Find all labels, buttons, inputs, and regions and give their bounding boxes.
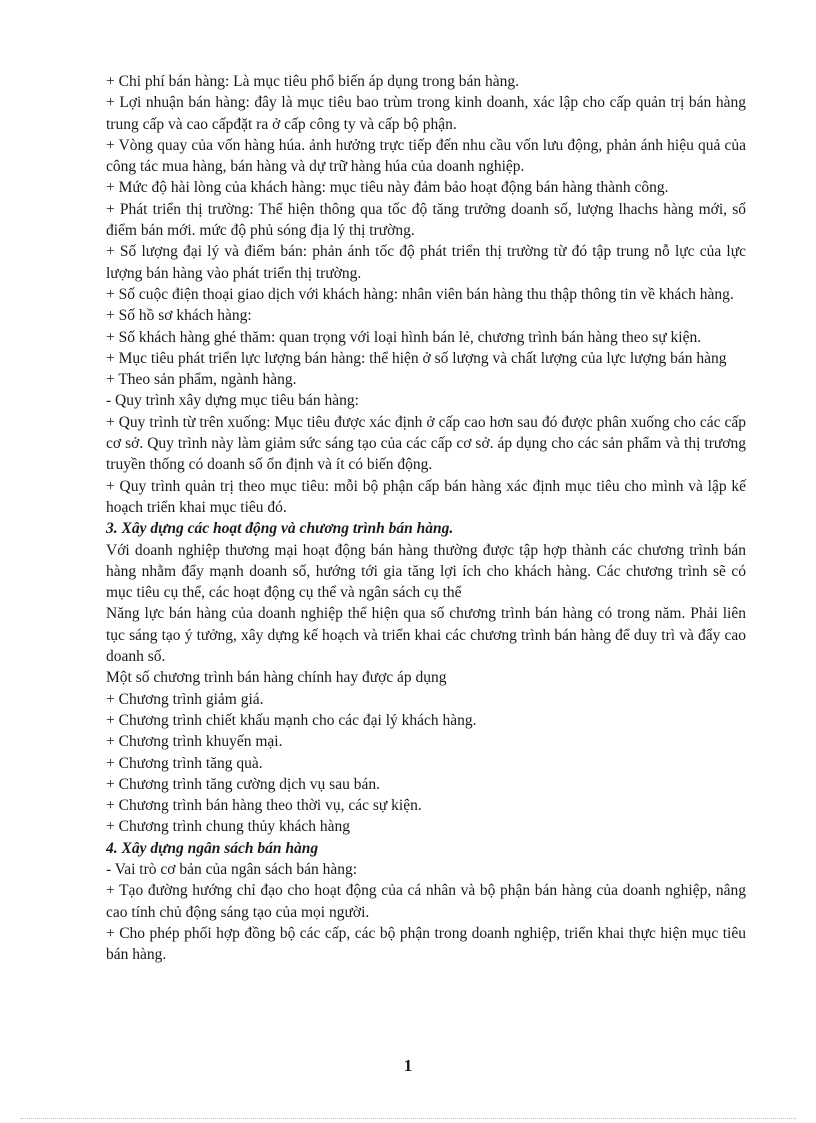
list-item: + Chương trình tăng cường dịch vụ sau bán.: [106, 775, 380, 793]
paragraph: + Quy trình từ trên xuống: Mục tiêu được xác định ở cấp cao hơn sau đó được phân xuống cho các cấp cơ sở. Quy trình này làm giảm sức sáng tạo của các cấp cơ sở. áp dụng cho các sản phẩm và thị trương truyền thống có doanh số ổn định và ít có biến động.: [106, 413, 746, 474]
paragraph: Một số chương trình bán hàng chính hay được áp dụng: [106, 669, 447, 687]
paragraph: - Vai trò cơ bản của ngân sách bán hàng:: [106, 860, 358, 878]
list-item: + Chương trình chung thủy khách hàng: [106, 818, 351, 836]
paragraph: + Chi phí bán hàng: Là mục tiêu phổ biến áp dụng trong bán hàng.: [106, 73, 519, 90]
paragraph: + Số hồ sơ khách hàng:: [106, 307, 252, 325]
paragraph: + Mục tiêu phát triển lực lượng bán hàng: thể hiện ở số lượng và chất lượng của lực lượng bán hàng: [106, 349, 727, 367]
paragraph: + Số lượng đại lý và điểm bán: phản ánh tốc độ phát triển thị trường từ đó tập trung nỗ lực của lực lượng bán hàng vào phát triển thị trường.: [106, 243, 746, 282]
list-item: + Chương trình tăng quà.: [106, 754, 263, 772]
paragraph: + Lợi nhuận bán hàng: đây là mục tiêu bao trùm trong kinh doanh, xác lập cho cấp quản trị bán hàng trung cấp và cao cấpđặt ra ở cấp công ty và cấp bộ phận.: [106, 94, 746, 133]
list-item: + Chương trình chiết khấu mạnh cho các đại lý khách hàng.: [106, 711, 477, 729]
paragraph: + Theo sản phẩm, ngành hàng.: [106, 371, 297, 389]
page-number: 1: [403, 1056, 413, 1075]
paragraph: + Phát triển thị trường: Thể hiện thông qua tốc độ tăng trưởng doanh số, lượng lhachs hàng mới, số điểm bán mới. mức độ phủ sóng địa lý thị trường.: [106, 200, 746, 240]
paragraph: + Số cuộc điện thoại giao dịch với khách hàng: nhân viên bán hàng thu thập thông tin về khách hàng.: [106, 285, 734, 303]
paragraph: + Vòng quay của vốn hàng húa. ảnh hưởng trực tiếp đến nhu cầu vốn lưu động, phản ánh hiệu quả của công tác mua hàng, bán hàng và dự trữ hàng húa của doanh nghiệp.: [106, 136, 746, 176]
paragraph: + Tạo đường hướng chỉ đạo cho hoạt động của cá nhân và bộ phận bán hàng của doanh nghiệp, nâng cao tính chủ động sáng tạo của mọi người.: [106, 882, 746, 921]
page-divider: [20, 1118, 796, 1119]
document-body: [106, 71, 746, 965]
paragraph: + Cho phép phối hợp đồng bộ các cấp, các bộ phận trong doanh nghiệp, triển khai thực hiện mục tiêu bán hàng.: [106, 924, 746, 964]
section-heading-4: 4. Xây dựng ngân sách bán hàng: [106, 839, 319, 857]
paragraph: + Quy trình quản trị theo mục tiêu: mỗi bộ phận cấp bán hàng xác định mục tiêu cho mình và lập kế hoạch triển khai mục tiêu đó.: [106, 477, 746, 516]
list-item: + Chương trình bán hàng theo thời vụ, các sự kiện.: [106, 797, 422, 815]
paragraph: - Quy trình xây dựng mục tiêu bán hàng:: [106, 392, 359, 410]
list-item: + Chương trình giảm giá.: [106, 690, 264, 708]
list-item: + Chương trình khuyến mại.: [106, 733, 283, 751]
paragraph: + Mức độ hài lòng của khách hàng: mục tiêu này đảm bảo hoạt động bán hàng thành công.: [106, 179, 669, 197]
paragraph: Với doanh nghiệp thương mại hoạt động bán hàng thường được tập hợp thành các chương trình bán hàng nhằm đẩy mạnh doanh số, hướng tới gia tăng lợi ích cho khách hàng. Các chương trình sẽ có mục tiêu cụ thể, các hoạt động cụ thể và ngân sách cụ thể: [106, 541, 746, 602]
paragraph: Năng lực bán hàng của doanh nghiệp thể hiện qua số chương trình bán hàng có trong năm. Phải liên tục sáng tạo ý tưởng, xây dựng kế hoạch và triển khai các chương trình bán hàng để duy trì và đẩy cao doanh số.: [106, 605, 746, 666]
section-heading-3: 3. Xây dựng các hoạt động và chương trình bán hàng.: [106, 520, 454, 538]
paragraph: + Số khách hàng ghé thăm: quan trọng với loại hình bán lẻ, chương trình bán hàng theo sự kiện.: [106, 328, 702, 346]
